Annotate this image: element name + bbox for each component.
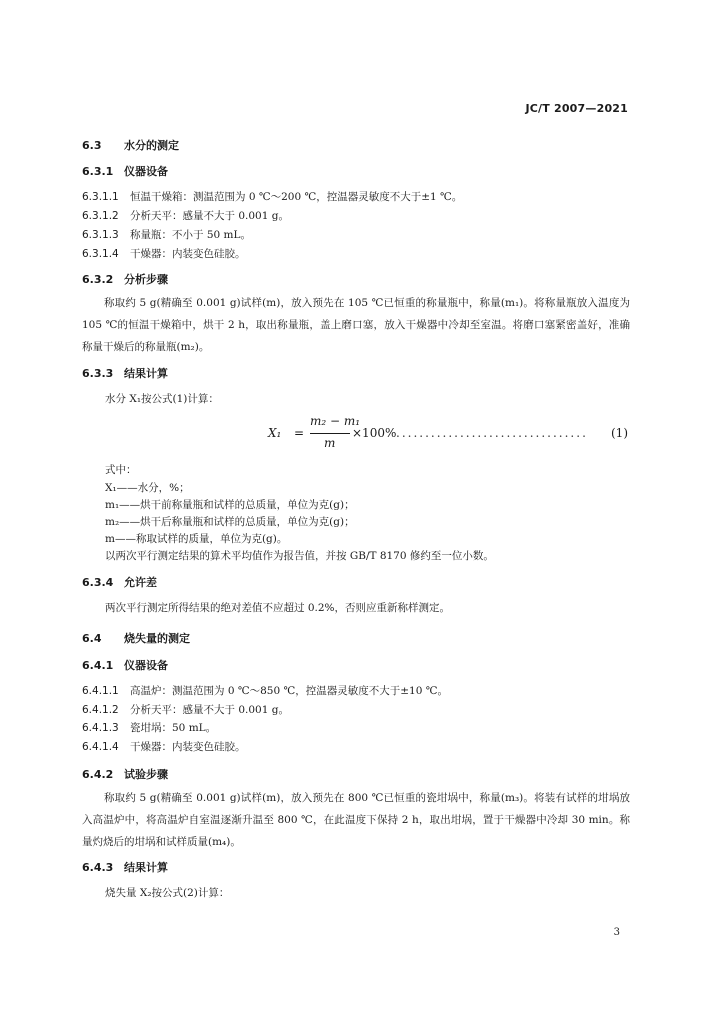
list-item: 6.3.1.3 称量瓶：不小于 50 mL。 xyxy=(82,229,251,241)
section-6-3-2-heading: 6.3.2 分析步骤 xyxy=(82,273,168,286)
variable-definition: X₁——水分，%； xyxy=(105,482,190,494)
formula-numerator: m₂ − m₁ xyxy=(310,414,361,428)
fraction-bar xyxy=(310,433,350,434)
section-6-3-4-heading: 6.3.4 允许差 xyxy=(82,576,157,589)
list-item: 6.3.1.4 干燥器：内装变色硅胶。 xyxy=(82,248,246,260)
section-6-4-2-heading: 6.4.2 试验步骤 xyxy=(82,768,168,781)
formula-number: (1) xyxy=(611,426,628,440)
where-heading: 式中： xyxy=(105,464,137,476)
list-item: 6.4.1.2 分析天平：感量不大于 0.001 g。 xyxy=(82,704,289,716)
reporting-rule: 以两次平行测定结果的算术平均值作为报告值，并按 GB/T 8170 修约至一位小数。 xyxy=(105,550,494,562)
list-item: 6.4.1.3 瓷坩埚：50 mL。 xyxy=(82,722,217,734)
section-6-3-1-heading: 6.3.1 仪器设备 xyxy=(82,165,168,178)
formula-1 xyxy=(268,414,628,454)
list-item: 6.3.1.2 分析天平：感量不大于 0.001 g。 xyxy=(82,210,289,222)
section-6-3-heading: 6.3 水分的测定 xyxy=(82,139,179,152)
formula-lhs: X₁ xyxy=(268,426,282,440)
section-6-4-3-heading: 6.4.3 结果计算 xyxy=(82,861,168,874)
list-item: 6.4.1.4 干燥器：内装变色硅胶。 xyxy=(82,741,246,753)
formula-multiplier: ×100% xyxy=(352,426,397,440)
section-6-4-heading: 6.4 烧失量的测定 xyxy=(82,632,190,645)
formula-2-intro: 烧失量 X₂按公式(2)计算： xyxy=(105,887,230,899)
variable-definition: m₁——烘干前称量瓶和试样的总质量，单位为克(g)； xyxy=(105,499,355,511)
variable-definition: m——称取试样的质量，单位为克(g)。 xyxy=(105,533,288,545)
formula-leader-dots: ................................. xyxy=(396,426,588,440)
page-number: 3 xyxy=(613,927,620,938)
variable-definition: m₂——烘干后称量瓶和试样的总质量，单位为克(g)； xyxy=(105,516,355,528)
tolerance-text: 两次平行测定所得结果的绝对差值不应超过 0.2%，否则应重新称样测定。 xyxy=(105,602,451,614)
formula-denominator: m xyxy=(324,436,336,450)
list-item: 6.4.1.1 高温炉：测温范围为 0 ℃～850 ℃，控温器灵敏度不大于±10 ℃。 xyxy=(82,685,448,697)
test-procedure-paragraph: 称取约 5 g(精确至 0.001 g)试样(m)，放入预先在 800 ℃已恒重的瓷坩埚中，称量(m₃)。将装有试样的坩埚放入高温炉中，将高温炉自室温逐渐升温至 800 ℃，在此温度下保持 2 h，取出坩埚，置于干燥器中冷却 30 min。称量灼烧后的坩埚和试样质量(m₄)。 xyxy=(82,792,630,848)
formula-1-intro: 水分 X₁按公式(1)计算： xyxy=(105,393,219,405)
list-item: 6.3.1.1 恒温干燥箱：测温范围为 0 ℃～200 ℃，控温器灵敏度不大于±1 ℃。 xyxy=(82,191,463,203)
section-6-3-3-heading: 6.3.3 结果计算 xyxy=(82,367,168,380)
section-6-4-1-heading: 6.4.1 仪器设备 xyxy=(82,659,168,672)
standard-code: JC/T 2007—2021 xyxy=(525,102,628,115)
formula-equals: = xyxy=(294,426,305,440)
analysis-procedure-paragraph: 称取约 5 g(精确至 0.001 g)试样(m)，放入预先在 105 ℃已恒重的称量瓶中，称量(m₁)。将称量瓶放入温度为 105 ℃的恒温干燥箱中，烘干 2 h，取出称量瓶，盖上磨口塞，放入干燥器中冷却至室温。将磨口塞紧密盖好，准确称量干燥后的称量瓶(m₂)。 xyxy=(82,297,630,353)
